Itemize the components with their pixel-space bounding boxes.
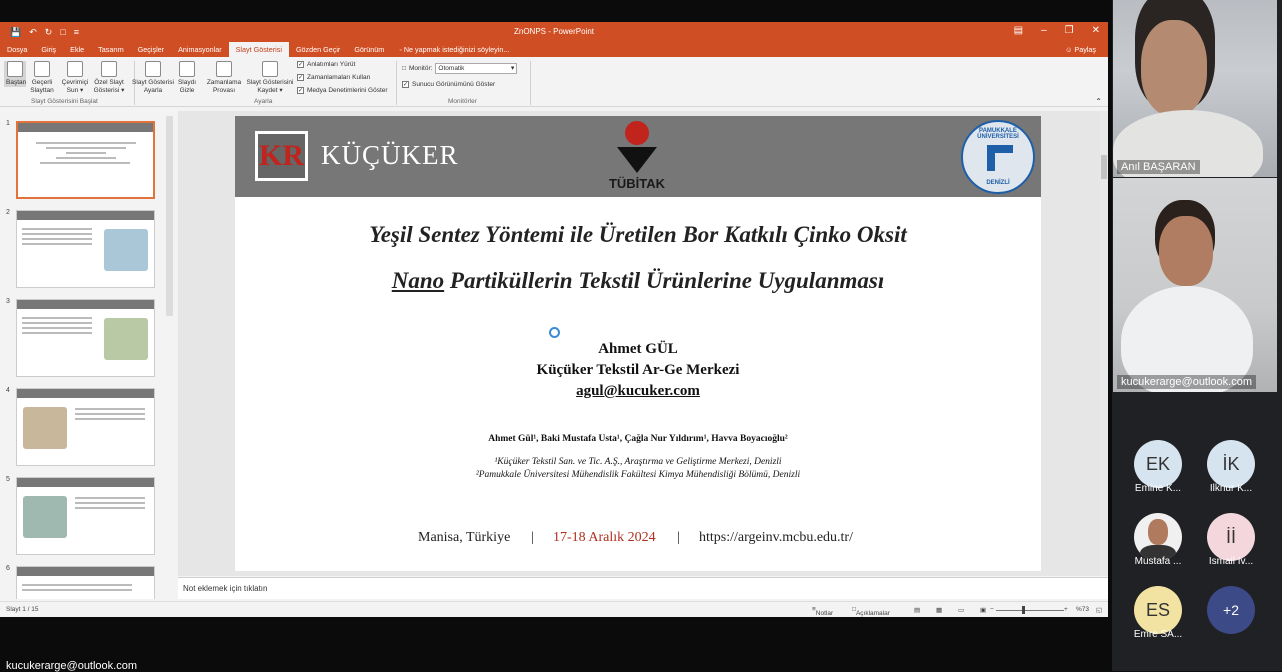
presenter-institution: Küçüker Tekstil Ar-Ge Merkezi bbox=[536, 362, 740, 378]
start-from-beginning-icon[interactable]: □ bbox=[60, 26, 66, 37]
zoom-slider-thumb[interactable] bbox=[1022, 606, 1025, 614]
tab-view[interactable]: Görünüm bbox=[354, 45, 385, 54]
ribbon-options-icon[interactable]: ▤ bbox=[1013, 25, 1024, 36]
author-list: Ahmet Gül¹, Baki Mustafa Usta¹, Çağla Nur Yıldırım¹, Havva Boyacıoğlu² bbox=[488, 434, 788, 444]
group-monitors: Monitörler bbox=[448, 98, 477, 105]
ribbon bbox=[0, 57, 1108, 107]
undo-icon[interactable]: ↶ bbox=[29, 26, 37, 37]
presenter-name: Ahmet GÜL bbox=[598, 341, 678, 357]
pamukkale-university-logo: PAMUKKALE ÜNİVERSİTESİ DENİZLİ bbox=[961, 120, 1035, 194]
footer-separator: | bbox=[531, 530, 534, 545]
custom-slideshow-icon bbox=[101, 61, 117, 77]
stopwatch-icon bbox=[216, 61, 232, 77]
group-start-slideshow: Slayt Gösterisini Başlat bbox=[31, 98, 98, 105]
ribbon-tabs bbox=[0, 42, 1108, 57]
participant-name: Emre SA... bbox=[1133, 629, 1183, 640]
restore-icon[interactable]: ❐ bbox=[1064, 25, 1074, 36]
loading-cursor-icon bbox=[549, 327, 560, 338]
tab-slide-show[interactable]: Slayt Gösterisi bbox=[229, 42, 289, 57]
participant-name: Mustafa ... bbox=[1134, 556, 1182, 567]
window-controls bbox=[1014, 25, 1100, 36]
tab-insert[interactable]: Ekle bbox=[70, 45, 85, 54]
reading-view-icon[interactable]: ▭ bbox=[958, 607, 965, 614]
thumbnails-scrollbar[interactable] bbox=[166, 116, 173, 316]
participant-name: kucukerarge@outlook.com bbox=[1117, 375, 1256, 389]
title-bar bbox=[0, 22, 1108, 42]
zoom-level[interactable]: %73 bbox=[1076, 606, 1090, 613]
powerpoint-window bbox=[0, 22, 1108, 617]
thumbnail-slide-1[interactable] bbox=[16, 121, 155, 199]
tab-design[interactable]: Tasarım bbox=[98, 45, 124, 54]
slide-sorter-icon[interactable]: ▦ bbox=[936, 607, 943, 614]
thumbnail-slide-5[interactable] bbox=[16, 477, 155, 555]
participant-name: Anıl BAŞARAN bbox=[1117, 160, 1200, 174]
slideshow-view-icon[interactable]: ▣ bbox=[980, 607, 987, 614]
check-icon: ✓ bbox=[403, 82, 409, 88]
thumb-number: 3 bbox=[6, 298, 10, 305]
tab-transitions[interactable]: Geçişler bbox=[137, 45, 165, 54]
slide-editing-area bbox=[178, 111, 1106, 576]
thumb-number: 4 bbox=[6, 387, 10, 394]
setup-slideshow-button[interactable]: Slayt Gösterisi Ayarla bbox=[132, 61, 174, 95]
presenter-view-checkbox[interactable]: ✓ Sunucu Görünümünü Göster bbox=[403, 81, 496, 88]
participant-name: Emine K... bbox=[1134, 483, 1182, 494]
present-online-icon bbox=[67, 61, 83, 77]
show-media-controls-checkbox[interactable]: ✓ Medya Denetimlerini Göster bbox=[298, 87, 388, 94]
monitor-icon: □ bbox=[402, 65, 406, 72]
tab-review[interactable]: Gözden Geçir bbox=[295, 45, 341, 54]
custom-slideshow-button[interactable]: Özel Slayt Gösterisi ▾ bbox=[93, 61, 125, 95]
tubitak-logo: TÜBİTAK bbox=[603, 121, 671, 193]
participant-name: İlknur K... bbox=[1209, 483, 1253, 494]
thumbnail-slide-4[interactable] bbox=[16, 388, 155, 466]
present-online-button[interactable]: Çevrimiçi Sun ▾ bbox=[60, 61, 90, 95]
from-current-button[interactable]: Geçerli Slayttan bbox=[28, 61, 56, 95]
record-icon bbox=[262, 61, 278, 77]
collapse-ribbon-icon[interactable]: ⌃ bbox=[1095, 97, 1102, 106]
slide-counter: Slayt 1 / 15 bbox=[6, 606, 39, 613]
participant-photo-avatar[interactable] bbox=[1134, 513, 1182, 561]
company-name: KÜÇÜKER bbox=[321, 140, 459, 170]
footer-separator: | bbox=[677, 530, 680, 545]
hide-slide-icon bbox=[179, 61, 195, 77]
affiliation-1: ¹Küçüker Tekstil San. ve Tic. A.Ş., Araştırma ve Geliştirme Merkezi, Denizli bbox=[494, 457, 782, 467]
play-narrations-checkbox[interactable]: ✓ Anlatımları Yürüt bbox=[298, 61, 356, 68]
slide-title-line-2: Nano Partiküllerin Tekstil Ürünlerine Uygulanması bbox=[391, 268, 885, 293]
slide-scrollbar[interactable] bbox=[1100, 111, 1108, 576]
shared-screen-owner: kucukerarge@outlook.com bbox=[6, 660, 138, 672]
use-timings-checkbox[interactable]: ✓ Zamanlamaları Kullan bbox=[298, 74, 371, 81]
zoom-out-button[interactable]: − bbox=[990, 606, 994, 613]
thumbnail-slide-6[interactable] bbox=[16, 566, 155, 599]
customize-icon[interactable]: ≡ bbox=[73, 26, 80, 37]
normal-view-icon[interactable]: ▤ bbox=[914, 607, 921, 614]
lightbulb-icon: ◦ bbox=[399, 45, 402, 54]
notes-button[interactable]: ≡ Notlar bbox=[812, 606, 834, 617]
slide-thumbnails-pane bbox=[0, 111, 175, 599]
more-participants-button[interactable]: +2 bbox=[1207, 586, 1255, 634]
zoom-slider[interactable] bbox=[996, 610, 1064, 611]
participant-avatar[interactable]: ES bbox=[1134, 586, 1182, 634]
comments-button[interactable]: □ Açıklamalar bbox=[852, 606, 890, 617]
participant-avatar[interactable]: İK bbox=[1207, 440, 1255, 488]
check-icon: ✓ bbox=[298, 75, 304, 81]
slide-title-line-1: Yeşil Sentez Yöntemi ile Üretilen Bor Katkılı Çinko Oksit bbox=[369, 222, 907, 247]
rehearse-timings-button[interactable]: Zamanlama Provası bbox=[204, 61, 244, 95]
monitor-dropdown[interactable]: Otomatik ▾ bbox=[435, 63, 517, 74]
video-tile-2[interactable] bbox=[1113, 178, 1277, 392]
affiliation-2: ²Pamukkale Üniversitesi Mühendislik Fakültesi Kimya Mühendisliği Bölümü, Denizli bbox=[475, 470, 801, 480]
from-beginning-button[interactable]: Baştan bbox=[4, 61, 26, 87]
participant-name: İsmail İv... bbox=[1208, 556, 1254, 567]
tab-file[interactable]: Dosya bbox=[7, 45, 28, 54]
fit-to-window-icon[interactable]: ◱ bbox=[1096, 607, 1103, 614]
location: Manisa, Türkiye bbox=[418, 530, 511, 545]
tab-animations[interactable]: Animasyonlar bbox=[178, 45, 222, 54]
event-url: https://argeinv.mcbu.edu.tr/ bbox=[699, 530, 853, 545]
thumbnail-slide-3[interactable] bbox=[16, 299, 155, 377]
event-dates: 17-18 Aralık 2024 bbox=[553, 530, 656, 545]
thumb-number: 2 bbox=[6, 209, 10, 216]
presenter-email: agul@kucuker.com bbox=[576, 383, 700, 399]
slideshow-current-icon bbox=[34, 61, 50, 77]
tab-home[interactable]: Giriş bbox=[41, 45, 57, 54]
person-icon: ☺ bbox=[1065, 45, 1073, 54]
slide-banner bbox=[235, 116, 1041, 197]
setup-icon bbox=[145, 61, 161, 77]
record-slideshow-button[interactable]: Slayt Gösterisini Kaydet ▾ bbox=[245, 61, 295, 95]
share-button[interactable]: ☺ Paylaş bbox=[1065, 45, 1096, 54]
thumbnail-slide-2[interactable] bbox=[16, 210, 155, 288]
window-title: ZnONPS - PowerPoint bbox=[513, 27, 595, 36]
group-setup: Ayarla bbox=[254, 98, 273, 105]
kr-logo: KR bbox=[255, 131, 308, 181]
zoom-in-button[interactable]: + bbox=[1064, 606, 1068, 613]
status-bar bbox=[0, 601, 1108, 617]
video-tile-1[interactable] bbox=[1113, 0, 1277, 177]
tell-me-box[interactable]: ◦ Ne yapmak istediğinizi söyleyin... bbox=[399, 45, 510, 54]
participant-avatar[interactable]: EK bbox=[1134, 440, 1182, 488]
save-icon[interactable]: 💾 bbox=[10, 26, 22, 37]
check-icon: ✓ bbox=[298, 88, 304, 94]
slideshow-icon bbox=[7, 61, 23, 77]
notes-pane[interactable]: Not eklemek için tıklatın bbox=[178, 577, 1108, 599]
current-slide[interactable] bbox=[235, 116, 1041, 571]
thumb-number: 5 bbox=[6, 476, 10, 483]
close-icon[interactable]: ✕ bbox=[1091, 25, 1100, 36]
participant-avatar[interactable]: İİ bbox=[1207, 513, 1255, 561]
monitor-selector[interactable]: □ Monitör: Otomatik ▾ bbox=[402, 63, 517, 74]
hide-slide-button[interactable]: Slaydı Gizle bbox=[176, 61, 198, 95]
redo-icon[interactable]: ↻ bbox=[44, 26, 53, 37]
thumb-number: 1 bbox=[6, 120, 10, 127]
thumb-number: 6 bbox=[6, 565, 10, 572]
check-icon: ✓ bbox=[298, 62, 304, 68]
minimize-icon[interactable]: – bbox=[1041, 25, 1047, 36]
